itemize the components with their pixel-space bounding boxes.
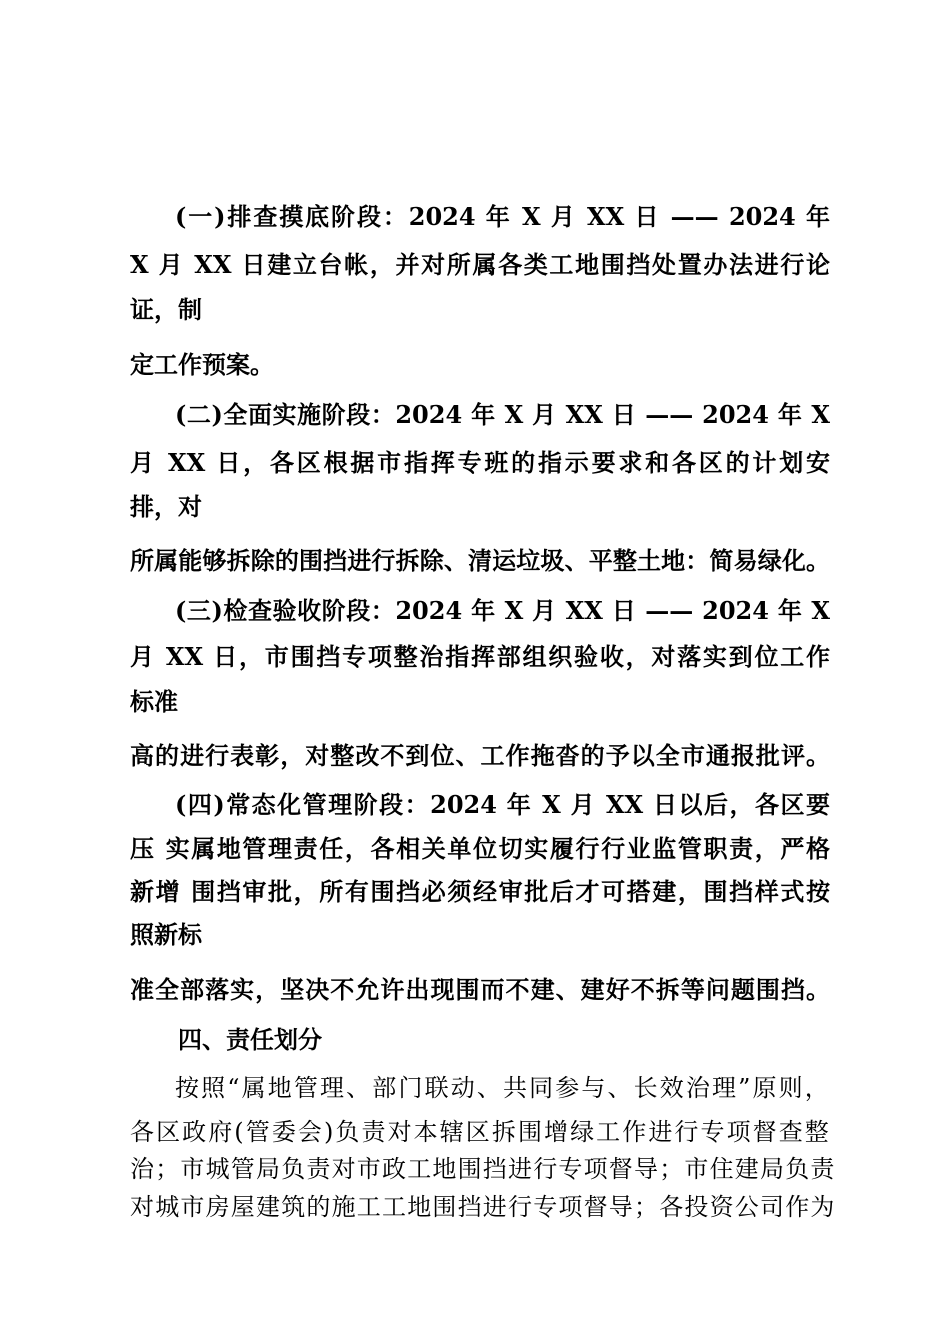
stage4-line1: (四)常态化管理阶段：2024 年 X 月 XX 日以后，各区要 xyxy=(175,790,830,819)
section4-line4: 对城市房屋建筑的施工工地围挡进行专项督导；各投资公司作为 xyxy=(130,1193,836,1221)
section-heading: 四、责任划分 xyxy=(178,1025,322,1054)
stage1-line1: (一)排查摸底阶段：2024 年 X 月 XX 日 —— 2024 年 xyxy=(175,202,830,231)
stage2-line4: 所属能够拆除的围挡进行拆除、清运垃圾、平整土地：简易绿化。 xyxy=(130,546,830,575)
stage4-line3: 新增 围挡审批，所有围挡必须经审批后才可搭建，围挡样式按 xyxy=(130,877,830,906)
stage3-line4: 高的进行表彰，对整改不到位、工作拖沓的予以全市通报批评。 xyxy=(130,741,830,770)
stage3-line1: (三)检查验收阶段：2024 年 X 月 XX 日 —— 2024 年 X xyxy=(175,596,830,625)
stage4-line2: 压 实属地管理责任，各相关单位切实履行行业监管职责，严格 xyxy=(130,834,830,863)
section4-line3: 治；市城管局负责对市政工地围挡进行专项督导；市住建局负责 xyxy=(130,1155,836,1183)
stage4-line4: 照新标 xyxy=(130,920,202,949)
stage3-line2: 月 XX 日，市围挡专项整治指挥部组织验收，对落实到位工作 xyxy=(130,642,830,671)
stage1-line3: 证，制 xyxy=(130,295,202,324)
stage4-line5: 准全部落实，坚决不允许出现围而不建、建好不拆等问题围挡。 xyxy=(130,975,830,1004)
stage2-line3: 排，对 xyxy=(130,492,202,521)
stage3-line3: 标准 xyxy=(130,687,178,716)
stage1-line2: X 月 XX 日建立台帐，并对所属各类工地围挡处置办法进行论 xyxy=(130,250,830,279)
stage2-line1: (二)全面实施阶段：2024 年 X 月 XX 日 —— 2024 年 X xyxy=(175,400,830,429)
section4-line1: 按照“属地管理、部门联动、共同参与、长效治理”原则， xyxy=(175,1074,830,1102)
stage1-line4: 定工作预案。 xyxy=(130,350,274,379)
section4-line2: 各区政府(管委会)负责对本辖区拆围增绿工作进行专项督查整 xyxy=(130,1118,830,1146)
stage2-line2: 月 XX 日，各区根据市指挥专班的指示要求和各区的计划安 xyxy=(130,448,830,477)
